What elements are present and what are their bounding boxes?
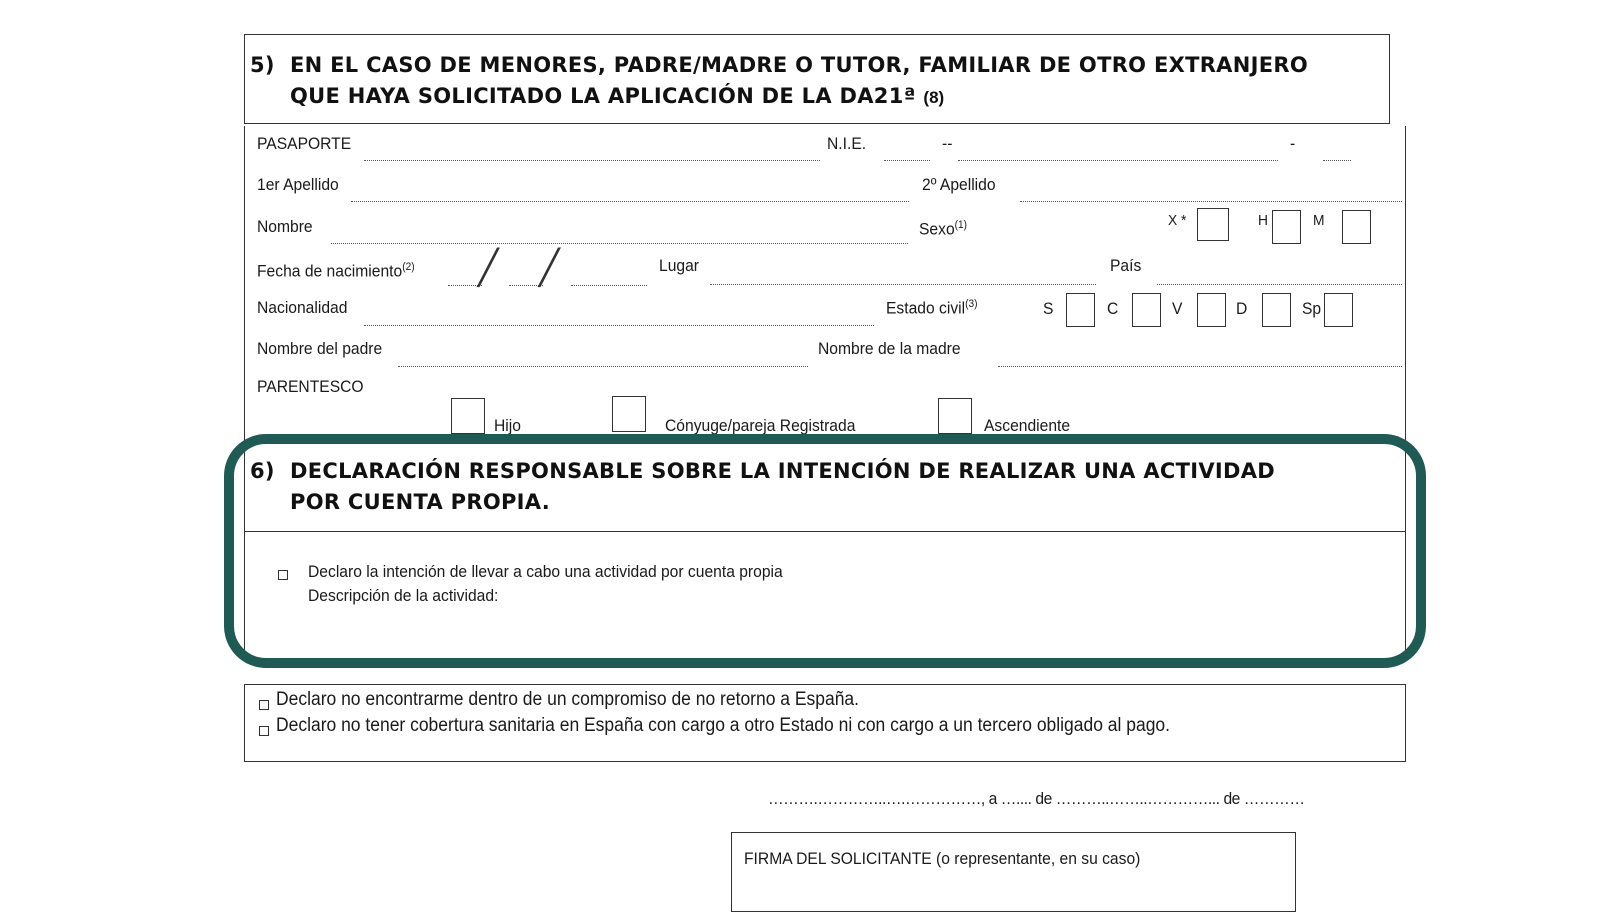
no-cobertura-checkbox[interactable] (259, 726, 269, 736)
descripcion-actividad-label: Descripción de la actividad: (308, 586, 499, 605)
lugar-field[interactable] (710, 284, 1096, 285)
label-sexo: Sexo$^{(1)}$ (919, 219, 968, 239)
parentesco-ascendiente-checkbox[interactable] (938, 398, 972, 434)
declaro-actividad-label: Declaro la intención de llevar a cabo una actividad por cuenta propia (308, 562, 783, 581)
section5-fields-box (244, 126, 1406, 446)
label-pasaporte: PASAPORTE (257, 134, 352, 153)
label-nie: N.I.E. (827, 134, 867, 153)
label-ec-c: C (1107, 299, 1119, 318)
label-nombre-padre: Nombre del padre (257, 339, 383, 358)
ec-sp-checkbox[interactable] (1324, 293, 1353, 327)
sexo-m-checkbox[interactable] (1342, 210, 1371, 244)
label-nacionalidad: Nacionalidad (257, 298, 348, 317)
estado-civil-note: (3) (965, 298, 978, 310)
label-apellido2: 2º Apellido (922, 175, 996, 194)
nie-field-1[interactable] (884, 160, 930, 161)
parentesco-conyuge-checkbox[interactable] (612, 396, 646, 432)
section6-title-line2: POR CUENTA PROPIA. (290, 490, 551, 514)
ec-s-checkbox[interactable] (1066, 293, 1095, 327)
ec-v-checkbox[interactable] (1197, 293, 1226, 327)
no-cobertura-label: Declaro no tener cobertura sanitaria en España con cargo a otro Estado ni con cargo a un tercero obligado al pago. (276, 715, 1170, 736)
nombre-field[interactable] (331, 243, 908, 244)
section6-title-line1: DECLARACIÓN RESPONSABLE SOBRE LA INTENCIÓN DE REALIZAR UNA ACTIVIDAD (290, 459, 1276, 483)
nie-sep-1: -- (942, 134, 953, 153)
label-ec-v: V (1172, 299, 1183, 318)
label-nombre-madre: Nombre de la madre (818, 339, 961, 358)
label-ec-d: D (1236, 299, 1248, 318)
section5-title-note: (8) (923, 88, 945, 107)
label-fecha-nacimiento: Fecha de nacimiento$^{(2)}$ (257, 261, 415, 281)
label-nombre: Nombre (257, 217, 313, 236)
label-sexo-h: H (1258, 212, 1268, 229)
highlight-frame (224, 434, 1426, 668)
section5-title (290, 50, 1308, 113)
label-apellido1: 1er Apellido (257, 175, 339, 194)
sexo-note: (1) (954, 219, 968, 231)
section6-number: 6) (250, 459, 275, 483)
fecha-note: (2) (402, 261, 415, 273)
nacionalidad-field[interactable] (364, 325, 874, 326)
nombre-madre-field[interactable] (998, 366, 1402, 367)
firma-label: FIRMA DEL SOLICITANTE (o representante, en su caso) (744, 849, 1141, 868)
fecha-slash-2: ╱ (539, 249, 560, 287)
label-sexo-m: M (1313, 212, 1325, 229)
label-parentesco-hijo: Hijo (494, 416, 521, 435)
apellido2-field[interactable] (1020, 201, 1402, 202)
label-parentesco-conyuge: Cónyuge/pareja Registrada (665, 416, 856, 435)
nie-field-3[interactable] (1323, 160, 1351, 161)
section5-title-line2: QUE HAYA SOLICITADO LA APLICACIÓN DE LA DA21ª (8) (290, 84, 945, 108)
nie-field-2[interactable] (958, 160, 1278, 161)
apellido1-field[interactable] (351, 201, 909, 202)
fecha-mes-field[interactable] (509, 285, 543, 286)
section5-number: 5) (250, 53, 275, 77)
date-line: ……….…………..….……………, a ….... de ………..……..…………... de ………… (768, 789, 1305, 808)
sexo-x-checkbox[interactable] (1197, 208, 1229, 241)
label-parentesco: PARENTESCO (257, 377, 364, 396)
pasaporte-field[interactable] (364, 160, 820, 161)
label-ec-sp: Sp (1302, 299, 1322, 318)
parentesco-hijo-checkbox[interactable] (451, 398, 485, 434)
sexo-h-checkbox[interactable] (1272, 210, 1301, 244)
label-estado-civil: Estado civil$^{(3)}$ (886, 298, 978, 318)
ec-c-checkbox[interactable] (1132, 293, 1161, 327)
no-retorno-label: Declaro no encontrarme dentro de un compromiso de no retorno a España. (276, 689, 860, 710)
fecha-anio-field[interactable] (571, 285, 647, 286)
ec-d-checkbox[interactable] (1262, 293, 1291, 327)
nie-sep-2: - (1290, 134, 1296, 153)
nombre-padre-field[interactable] (398, 366, 808, 367)
label-sexo-x: X * (1168, 212, 1187, 229)
label-lugar: Lugar (659, 256, 700, 275)
label-parentesco-ascendiente: Ascendiente (984, 416, 1071, 435)
pais-field[interactable] (1157, 284, 1402, 285)
label-pais: País (1110, 256, 1142, 275)
section5-title-line1: EN EL CASO DE MENORES, PADRE/MADRE O TUTOR, FAMILIAR DE OTRO EXTRANJERO (290, 53, 1308, 77)
firma-box[interactable] (731, 832, 1296, 912)
fecha-slash-1: ╱ (478, 249, 499, 287)
no-retorno-checkbox[interactable] (259, 700, 269, 710)
label-ec-s: S (1043, 299, 1054, 318)
fecha-dia-field[interactable] (448, 285, 482, 286)
